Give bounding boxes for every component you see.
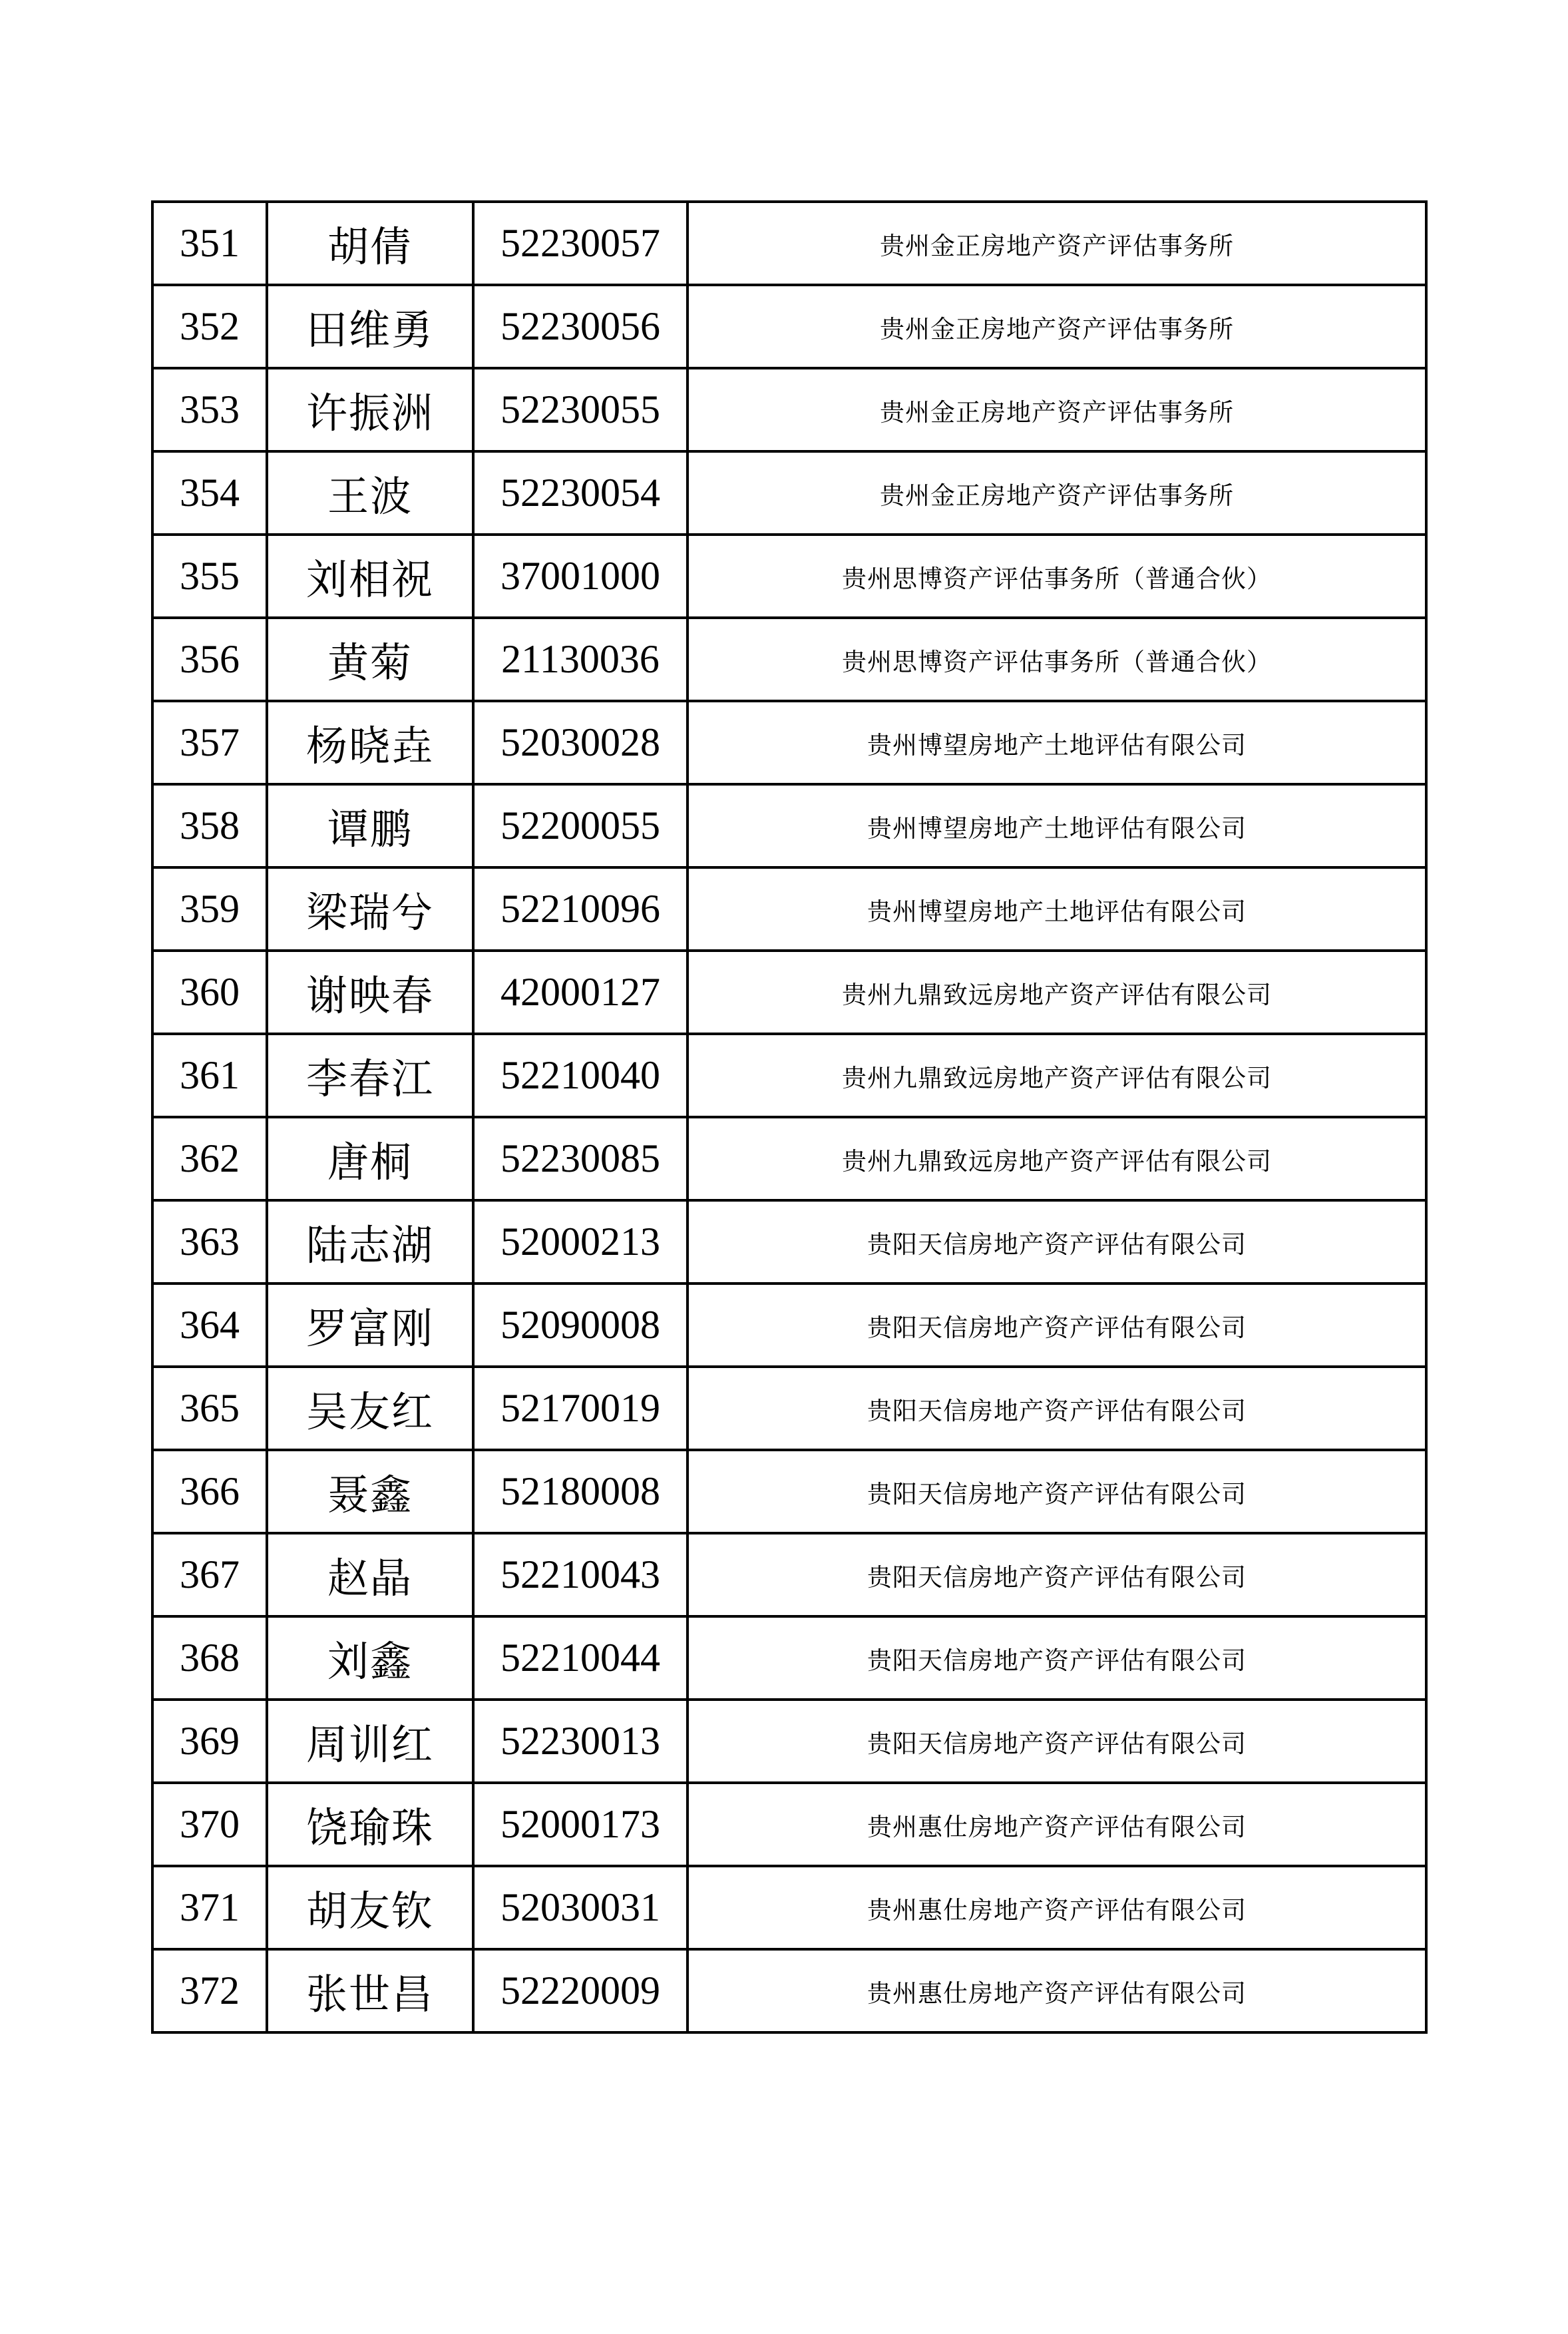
- person-name-cell: 饶瑜珠: [267, 1783, 473, 1866]
- row-number-cell: 372: [152, 1949, 267, 2032]
- row-number-cell: 359: [152, 867, 267, 951]
- row-number-cell: 354: [152, 451, 267, 535]
- organization-name-cell: 贵阳天信房地产资产评估有限公司: [687, 1200, 1426, 1284]
- certificate-number-cell: 52180008: [473, 1450, 687, 1533]
- table-row: [152, 535, 1426, 618]
- row-number-cell: 368: [152, 1616, 267, 1700]
- organization-name-cell: 贵州金正房地产资产评估事务所: [687, 285, 1426, 368]
- organization-name-cell: 贵州惠仕房地产资产评估有限公司: [687, 1949, 1426, 2032]
- person-name-cell: 胡友钦: [267, 1866, 473, 1949]
- organization-name-cell: 贵阳天信房地产资产评估有限公司: [687, 1700, 1426, 1783]
- row-number-cell: 356: [152, 618, 267, 701]
- certificate-number-cell: 52030028: [473, 701, 687, 784]
- person-name-cell: 唐桐: [267, 1117, 473, 1200]
- table-row: [152, 1200, 1426, 1284]
- person-name-cell: 谭鹏: [267, 784, 473, 867]
- row-number-cell: 370: [152, 1783, 267, 1866]
- person-name-cell: 谢映春: [267, 951, 473, 1034]
- row-number-cell: 364: [152, 1284, 267, 1367]
- person-name-cell: 王波: [267, 451, 473, 535]
- person-name-cell: 刘相祝: [267, 535, 473, 618]
- table-row: [152, 1284, 1426, 1367]
- row-number-cell: 351: [152, 202, 267, 285]
- table-row: [152, 784, 1426, 867]
- person-name-cell: 陆志湖: [267, 1200, 473, 1284]
- organization-name-cell: 贵州思博资产评估事务所（普通合伙）: [687, 618, 1426, 701]
- table-row: [152, 618, 1426, 701]
- table-row: [152, 1367, 1426, 1450]
- person-name-cell: 胡倩: [267, 202, 473, 285]
- appraiser-table: [151, 200, 1428, 2034]
- certificate-number-cell: 52000173: [473, 1783, 687, 1866]
- certificate-number-cell: 52200055: [473, 784, 687, 867]
- table-row: [152, 951, 1426, 1034]
- table-row: [152, 1700, 1426, 1783]
- certificate-number-cell: 52230013: [473, 1700, 687, 1783]
- certificate-number-cell: 52170019: [473, 1367, 687, 1450]
- table-row: [152, 202, 1426, 285]
- certificate-number-cell: 52230055: [473, 368, 687, 451]
- person-name-cell: 黄菊: [267, 618, 473, 701]
- person-name-cell: 许振洲: [267, 368, 473, 451]
- certificate-number-cell: 52090008: [473, 1284, 687, 1367]
- organization-name-cell: 贵阳天信房地产资产评估有限公司: [687, 1284, 1426, 1367]
- row-number-cell: 362: [152, 1117, 267, 1200]
- row-number-cell: 363: [152, 1200, 267, 1284]
- row-number-cell: 357: [152, 701, 267, 784]
- table-row: [152, 701, 1426, 784]
- organization-name-cell: 贵州博望房地产土地评估有限公司: [687, 701, 1426, 784]
- table-row: [152, 1117, 1426, 1200]
- organization-name-cell: 贵州博望房地产土地评估有限公司: [687, 867, 1426, 951]
- person-name-cell: 聂鑫: [267, 1450, 473, 1533]
- organization-name-cell: 贵阳天信房地产资产评估有限公司: [687, 1533, 1426, 1616]
- table-row: [152, 451, 1426, 535]
- certificate-number-cell: 52210096: [473, 867, 687, 951]
- organization-name-cell: 贵阳天信房地产资产评估有限公司: [687, 1450, 1426, 1533]
- organization-name-cell: 贵阳天信房地产资产评估有限公司: [687, 1367, 1426, 1450]
- person-name-cell: 周训红: [267, 1700, 473, 1783]
- organization-name-cell: 贵州博望房地产土地评估有限公司: [687, 784, 1426, 867]
- row-number-cell: 361: [152, 1034, 267, 1117]
- row-number-cell: 369: [152, 1700, 267, 1783]
- person-name-cell: 李春江: [267, 1034, 473, 1117]
- table-row: [152, 1533, 1426, 1616]
- certificate-number-cell: 52000213: [473, 1200, 687, 1284]
- table-row: [152, 1866, 1426, 1949]
- table-body: [152, 202, 1426, 2032]
- certificate-number-cell: 52030031: [473, 1866, 687, 1949]
- organization-name-cell: 贵州九鼎致远房地产资产评估有限公司: [687, 1034, 1426, 1117]
- table-row: [152, 1783, 1426, 1866]
- certificate-number-cell: 52210044: [473, 1616, 687, 1700]
- certificate-number-cell: 52220009: [473, 1949, 687, 2032]
- table-row: [152, 285, 1426, 368]
- organization-name-cell: 贵州金正房地产资产评估事务所: [687, 202, 1426, 285]
- certificate-number-cell: 52210040: [473, 1034, 687, 1117]
- row-number-cell: 366: [152, 1450, 267, 1533]
- organization-name-cell: 贵州九鼎致远房地产资产评估有限公司: [687, 1117, 1426, 1200]
- person-name-cell: 刘鑫: [267, 1616, 473, 1700]
- certificate-number-cell: 21130036: [473, 618, 687, 701]
- organization-name-cell: 贵州九鼎致远房地产资产评估有限公司: [687, 951, 1426, 1034]
- person-name-cell: 吴友红: [267, 1367, 473, 1450]
- certificate-number-cell: 52230057: [473, 202, 687, 285]
- certificate-number-cell: 52230054: [473, 451, 687, 535]
- person-name-cell: 罗富刚: [267, 1284, 473, 1367]
- organization-name-cell: 贵州金正房地产资产评估事务所: [687, 451, 1426, 535]
- table-row: [152, 1450, 1426, 1533]
- person-name-cell: 赵晶: [267, 1533, 473, 1616]
- table-row: [152, 368, 1426, 451]
- row-number-cell: 365: [152, 1367, 267, 1450]
- organization-name-cell: 贵州金正房地产资产评估事务所: [687, 368, 1426, 451]
- organization-name-cell: 贵州思博资产评估事务所（普通合伙）: [687, 535, 1426, 618]
- row-number-cell: 367: [152, 1533, 267, 1616]
- table-row: [152, 1034, 1426, 1117]
- row-number-cell: 360: [152, 951, 267, 1034]
- appraiser-list-sheet: [151, 200, 1428, 2034]
- organization-name-cell: 贵州惠仕房地产资产评估有限公司: [687, 1783, 1426, 1866]
- organization-name-cell: 贵阳天信房地产资产评估有限公司: [687, 1616, 1426, 1700]
- person-name-cell: 梁瑞兮: [267, 867, 473, 951]
- person-name-cell: 田维勇: [267, 285, 473, 368]
- table-row: [152, 867, 1426, 951]
- person-name-cell: 张世昌: [267, 1949, 473, 2032]
- certificate-number-cell: 52230056: [473, 285, 687, 368]
- table-row: [152, 1949, 1426, 2032]
- certificate-number-cell: 37001000: [473, 535, 687, 618]
- certificate-number-cell: 42000127: [473, 951, 687, 1034]
- row-number-cell: 355: [152, 535, 267, 618]
- row-number-cell: 353: [152, 368, 267, 451]
- certificate-number-cell: 52210043: [473, 1533, 687, 1616]
- person-name-cell: 杨晓垚: [267, 701, 473, 784]
- organization-name-cell: 贵州惠仕房地产资产评估有限公司: [687, 1866, 1426, 1949]
- table-row: [152, 1616, 1426, 1700]
- row-number-cell: 358: [152, 784, 267, 867]
- row-number-cell: 352: [152, 285, 267, 368]
- row-number-cell: 371: [152, 1866, 267, 1949]
- certificate-number-cell: 52230085: [473, 1117, 687, 1200]
